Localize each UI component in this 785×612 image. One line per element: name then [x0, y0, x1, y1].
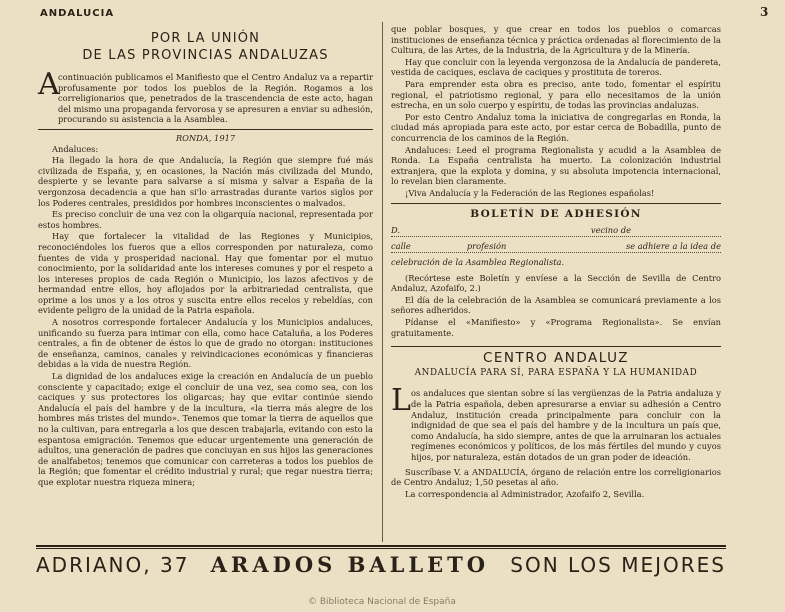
paragraph: que poblar bosques, y que crear en todos los pueblos o comarcas instituciones de enseñanza técnica y práctica ordenadas al florecimiento de la Cultura, de las Artes, de la Industria, de la Agricultura y de la Minería.: [391, 24, 721, 56]
paragraph: Ha llegado la hora de que Andalucía, la Región que siempre fué más civilizada de España, y, en ocasiones, la Nación más civilizada del Mundo, despierte y se levante para salvarse a sí misma y salvar a España de la vergonzosa decadencia a que han si'lo arrastradas durante varios siglos por los Poderes centrales, presididos por hombres inconscientes o malvados.: [38, 155, 373, 208]
right-column: [391, 24, 721, 500]
boletin-note: El día de la celebración de la Asamblea se comunicará previamente a los señores adheridos.: [391, 294, 721, 316]
paragraph: A nosotros corresponde fortalecer Andalucía y los Municipios andaluces, unificando su fuerza para intimar con ella, como hace Cataluña, a los Poderes centrales, a fin de obtener de éstos lo que de grado no otorgan: instituciones de enseñanza, caminos, canales y reivindicaciones económicas y financieras debidas a la vida de nuestra Región.: [38, 317, 373, 370]
form-label: vecino de: [590, 225, 631, 236]
form-line-text: celebración de la Asamblea Regionalista.: [391, 257, 565, 268]
paragraph: La dignidad de los andaluces exige la creación en Andalucía de un pueblo consciente y capacitado; exige el concluir de una vez, sea como sea, con los caciques y sus protectores los oligarcas; hay que evitar continúe siendo Andalucía el país del hambre y de la incultura, «la tierra más alegre de los hombres más tristes del mundo». Tenemos que tomar la tierra de aquellos que no la cultivan, para entregarla a los que descen trabajarla, evitando con esto la espantosa emigración. Tenemos que educar urgentemente una generación de adultos, una generación de padres que conciuyan en sus hijos las generaciones de analfabetos; tenemos que comunicar con carreteras a todos los pueblos de la Región; que fomentar el crédito industrial y rural; que regar nuestra tierra; que explotar nuestra riqueza minera;: [38, 371, 373, 487]
paragraph: Hay que concluir con la leyenda vergonzosa de la Andalucía de pandereta, vestida de caciques, esclava de caciques y prostituta de toreros.: [391, 56, 721, 78]
left-column: [38, 30, 373, 489]
boletin-note: (Recórtese este Boletín y envíese a la Sección de Sevilla de Centro Andaluz, Azofaifo, 2.): [391, 272, 721, 294]
centro-paragraph: [391, 383, 721, 462]
centro-text: os andaluces que sientan sobre sí las vergüenzas de la Patria andaluza y de la Patria española, deben apresurarse a enviar su adhesión a Centro Andaluz, institución creada principalmente para concluir con la indignidad de que sea el país del hambre y de la incultura un país que, como Andalucía, ha sido siempre, antes de que la arruinaran los actuales regímenes económicos y políticos, de los más fértiles del mundo y cuyos hijos, por naturaleza, están dotados de un gran poder de ideación.: [411, 388, 721, 462]
footer-slogan: SON LOS MEJORES: [510, 552, 726, 577]
footer-address: ADRIANO, 37: [36, 552, 190, 577]
article-title: [38, 30, 373, 64]
centro-subtitle: ANDALUCÍA PARA SÍ, PARA ESPAÑA Y LA HUMANIDAD: [414, 367, 698, 378]
form-label: calle: [391, 241, 411, 252]
salutation: Andaluces:: [52, 143, 99, 154]
form-label: se adhiere a la idea de: [626, 241, 721, 252]
paragraph: Es preciso concluir de una vez con la oligarquía nacional, representada por estos hombres.: [38, 209, 373, 230]
intro-paragraph: [38, 67, 373, 125]
watermark: © Biblioteca Nacional de España: [308, 597, 456, 607]
column-divider: [382, 22, 383, 542]
dateline: RONDA, 1917: [175, 132, 236, 143]
section-header: ANDALUCIA: [40, 8, 115, 19]
title-line-1: POR LA UNIÓN: [150, 31, 261, 46]
footer-rule: [36, 548, 726, 549]
boletin-title: BOLETÍN DE ADHESIÓN: [470, 207, 642, 220]
intro-text: continuación publicamos el Manifiesto que el Centro Andaluz va a repartir profusamente por todos los pueblos de la Región. Rogamos a los correligionarios que, penetrados de la trascendencia de este acto, hagan del mismo una propaganda fervorosa y se apresuren a enviar su adhesión, procurando su asistencia a la Asamblea.: [58, 72, 373, 125]
footer-brand: ARADOS BALLETO: [210, 552, 490, 577]
rule: [391, 346, 721, 347]
footer-ad: [36, 552, 726, 577]
footer-rule: [36, 545, 726, 547]
form-line-address[interactable]: [391, 241, 721, 253]
form-label: profesión: [466, 241, 507, 252]
subscription-text: Suscríbase V. a ANDALUCÍA, órgano de relación entre los correligionarios de Centro Andaluz; 1,50 pesetas al año.: [391, 466, 721, 488]
paragraph: Para emprender esta obra es preciso, ante todo, fomentar el espíritu regional, el patriotismo regional, y para ello necesitamos de la unión estrecha, en un solo cuerpo y espíritu, de todas las provincias andaluzas.: [391, 78, 721, 111]
correspondence-text: La correspondencia al Administrador, Azofaifo 2, Sevilla.: [405, 488, 645, 499]
paragraph: ¡Viva Andalucía y la Federación de las Regiones españolas!: [405, 187, 655, 198]
form-label: D.: [391, 225, 400, 236]
title-line-2: DE LAS PROVINCIAS ANDALUZAS: [82, 48, 329, 63]
page-number: 3: [760, 5, 769, 19]
paragraph: Hay que fortalecer la vitalidad de las Regiones y Municipios, reconociéndoles los fueros que a ellos corresponden por naturaleza, como fuentes de vida y prosperidad nacional. Hay que fomentar por el mutuo conocimiento, por la solidaridad ante los intereses comunes y por el respeto a los intereses propios de cada Región o Municipio, los lazos afectivos y de hermandad entre ellos, hoy aflojados por la arbitrariedad centralista, que oprime a los unos y a los otros y suscita entre ellos recelos y rebeldías, con evidente peligro de la unidad de la Patria española.: [38, 231, 373, 316]
form-line-name[interactable]: [391, 225, 721, 237]
rule: [391, 203, 721, 204]
paragraph: Por esto Centro Andaluz toma la iniciativa de congregarlas en Ronda, la ciudad más apropiada para este acto, por estar cerca de Bobadilla, punto de concurrencia de los caminos de la Región.: [391, 111, 721, 143]
paragraph: Andaluces: Leed el programa Regionalista y acudid a la Asamblea de Ronda. La España centralista ha muerto. La colonización industrial extranjera, que la explota y domina, y su absoluta impotencia internacional, lo revelan bien claramente.: [391, 144, 721, 187]
rule: [38, 129, 373, 130]
centro-title: CENTRO ANDALUZ: [482, 350, 630, 367]
boletin-note: Pídanse el «Manifiesto» y «Programa Regionalista». Se envían gratuitamente.: [391, 317, 721, 338]
drop-cap: A: [38, 67, 60, 102]
drop-cap: L: [391, 383, 411, 419]
